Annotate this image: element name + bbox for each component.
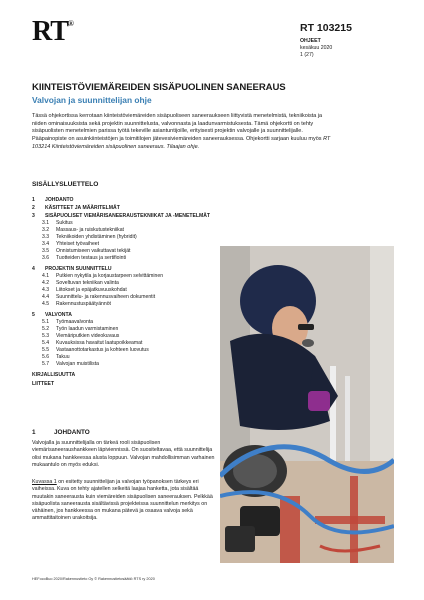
- toc-item-3.4[interactable]: [32, 241, 214, 248]
- document-number: RT 103215: [300, 22, 352, 34]
- toc-item-3.1[interactable]: [32, 220, 214, 227]
- toc-item-title: Suunnittelu- ja rakennusvaiheen dokumentit: [56, 294, 156, 300]
- toc-item-title: Valvojan muistilista: [56, 361, 99, 367]
- toc-item-number: 5.2: [42, 326, 50, 332]
- page-subtitle: Valvojan ja suunnittelijan ohje: [32, 95, 152, 105]
- toc-item-title: Massaus- ja ruiskutustekniikat: [56, 227, 124, 233]
- toc-item-number: 4.1: [42, 273, 50, 279]
- toc-item-title: Soveltuvan tekniikan valinta: [56, 280, 119, 286]
- toc-item-5.5[interactable]: [32, 347, 214, 354]
- toc-section-title: JOHDANTO: [45, 197, 74, 203]
- toc-item-number: 5.6: [42, 354, 50, 360]
- toc-section-2[interactable]: [32, 204, 214, 212]
- toc-section-title: KÄSITTEET JA MÄÄRITELMÄT: [45, 205, 120, 211]
- toc-item-number: 3.1: [42, 220, 50, 226]
- section-1-number: 1: [32, 429, 36, 436]
- section-1-heading: [32, 429, 90, 436]
- toc-item-title: Putkien nykytila ja korjaustarpeen selvittäminen: [56, 273, 164, 279]
- rt-logo: RT®: [32, 16, 74, 47]
- meta-type: OHJEET: [300, 38, 321, 44]
- document-meta: [300, 38, 332, 60]
- toc-item-title: Liitokset ja epäjatkuvuuskohdat: [56, 287, 127, 293]
- section-1-paragraph-1: Valvojalla ja suunnittelijalla on tärkeä rooli sisäpuolisen viemärisaneeraushankkeen läpiviennissä. On suositeltavaa, että suunnittelija olisi mukana hankkeessa alusta loppuun. Valvojan mahdollisimman varhainen mukaantulo on myös eduksi.: [32, 440, 215, 468]
- toc-item-number: 5.5: [42, 347, 50, 353]
- toc-section-1[interactable]: [32, 196, 214, 204]
- intro-paragraph: [32, 113, 332, 152]
- section-1-title: JOHDANTO: [54, 429, 90, 436]
- section-1-paragraph-2: [32, 479, 216, 523]
- toc-item-5.6[interactable]: [32, 354, 214, 361]
- toc-item-number: 3.3: [42, 234, 50, 240]
- toc-item-number: 5.1: [42, 319, 50, 325]
- toc-item-4.3[interactable]: [32, 287, 214, 294]
- toc-section-4[interactable]: [32, 265, 214, 273]
- toc-extra-item[interactable]: LIITTEET: [32, 381, 55, 387]
- toc-section-number: 3: [32, 213, 35, 219]
- toc-item-title: Viemäriputkien videokuvaus: [56, 333, 120, 339]
- toc-section-number: 5: [32, 312, 35, 318]
- toc-section-number: 2: [32, 205, 35, 211]
- toc-item-4.4[interactable]: [32, 294, 214, 301]
- toc-item-title: Vastaanottotarkastus ja kohteen luovutus: [56, 347, 149, 353]
- toc-item-title: Sukitus: [56, 220, 73, 226]
- toc-item-title: Kuvauksissa havaitut laatupoikkeamat: [56, 340, 143, 346]
- toc-item-number: 4.2: [42, 280, 50, 286]
- toc-item-number: 3.6: [42, 255, 50, 261]
- meta-pages: 1 (27): [300, 52, 314, 59]
- meta-date: kesäkuu 2020: [300, 45, 333, 52]
- toc-item-3.6[interactable]: [32, 255, 214, 262]
- toc-item-5.4[interactable]: [32, 340, 214, 347]
- toc-item-title: Tuotteiden testaus ja sertifiointi: [56, 255, 127, 261]
- cover-photo: [220, 246, 394, 563]
- worker-photo-illustration: [220, 246, 394, 563]
- toc-item-3.5[interactable]: [32, 248, 214, 255]
- toc-item-number: 3.2: [42, 227, 50, 233]
- toc-item-title: Tekniikoiden yhdistäminen (hybridit): [56, 234, 137, 240]
- toc-item-4.5[interactable]: [32, 301, 214, 308]
- toc-item-title: Työmaavalvonta: [56, 319, 94, 325]
- toc-item-number: 5.3: [42, 333, 50, 339]
- section-1-paragraph-2-text: on esitetty suunnittelijan ja valvojan työpanoksen tärkeys eri vaiheissa. Kuva on tehty ajatellen selkeitä laajaa hanketta, jota sisältää muutakin saneerausta kuin viemäreiden sisäpuolisen saneerauksen. Pelkkää sisäpuolista saneerausta sisältävissä projekteissa suunnittelun merkitys on vähäinen, jos hankkeessa on mukana pätevä ja osaava valvoja sekä ammattitaitoinen urakoitsija.: [32, 479, 213, 522]
- figure-reference-link[interactable]: Kuvassa 1: [32, 479, 57, 485]
- toc-item-title: Yhteiset työvaiheet: [56, 241, 100, 247]
- toc-section-3[interactable]: [32, 212, 214, 220]
- toc-item-4.2[interactable]: [32, 280, 214, 287]
- intro-reference: RT 103214 Kiinteistöviemäreiden sisäpuolinen saneeraus. Tilaajan ohje.: [32, 136, 331, 150]
- toc-item-number: 5.4: [42, 340, 50, 346]
- toc-item-title: Takuu: [56, 354, 70, 360]
- toc-item-5.7[interactable]: [32, 361, 214, 368]
- toc-item-5.2[interactable]: [32, 326, 214, 333]
- toc-item-4.1[interactable]: [32, 273, 214, 280]
- toc-item-title: Työn laadun varmistaminen: [56, 326, 119, 332]
- toc-section-title: VALVONTA: [45, 312, 72, 318]
- toc-item-5.3[interactable]: [32, 333, 214, 340]
- toc-item-title: Onnistumiseen vaikuttavat tekijät: [56, 248, 131, 254]
- toc-item-number: 4.4: [42, 294, 50, 300]
- toc-item-number: 3.5: [42, 248, 50, 254]
- toc-item-title: Rakennustuspäätyännöt: [56, 301, 111, 307]
- intro-text: Tässä ohjekortissa kerrotaan kiinteistöviemäreiden sisäpuoliseen saneeraukseen liittyvistä menetelmistä, tekniikoista ja niiden ominaisuuksista sekä projektin suunnittelusta, valvonnasta ja laadunvarmistuksesta. Tämä ohjekortti on tehty sisäpuolisten menetelmien parissa työtä tekeville asiantuntijoille, erityisesti projektin valvojalle ja suunnittelijalle. Pääpainopiste on asuinkiinteistöjen ja toimitilojen jätevesiviemäreiden saneerauksessa. Ohjekortti sarjaan kuuluu myös: [32, 113, 324, 143]
- toc-section-title: SISÄPUOLISET VIEMÄRISANEERAUSTEKNIIKAT JA -MENETELMÄT: [45, 213, 210, 219]
- toc-section-title: PROJEKTIN SUUNNITTELU: [45, 266, 112, 272]
- toc-item-5.1[interactable]: [32, 319, 214, 326]
- page-footer: HEFocoBuo 2020/Rakennustieto Oy © Rakennustietosäätiö RTS ry 2020: [32, 577, 155, 581]
- toc-item-3.2[interactable]: [32, 227, 214, 234]
- toc-item-number: 3.4: [42, 241, 50, 247]
- toc-extra-item[interactable]: KIRJALLISUUTTA: [32, 372, 76, 378]
- table-of-contents: [32, 196, 214, 389]
- toc-section-5[interactable]: [32, 311, 214, 319]
- toc-section-number: 4: [32, 266, 35, 272]
- toc-section-number: 1: [32, 197, 35, 203]
- toc-item-number: 5.7: [42, 361, 50, 367]
- toc-item-number: 4.3: [42, 287, 50, 293]
- toc-item-number: 4.5: [42, 301, 50, 307]
- toc-heading: SISÄLLYSLUETTELO: [32, 181, 99, 188]
- page-title: KIINTEISTÖVIEMÄREIDEN SISÄPUOLINEN SANEERAUS: [32, 82, 286, 93]
- toc-item-3.3[interactable]: [32, 234, 214, 241]
